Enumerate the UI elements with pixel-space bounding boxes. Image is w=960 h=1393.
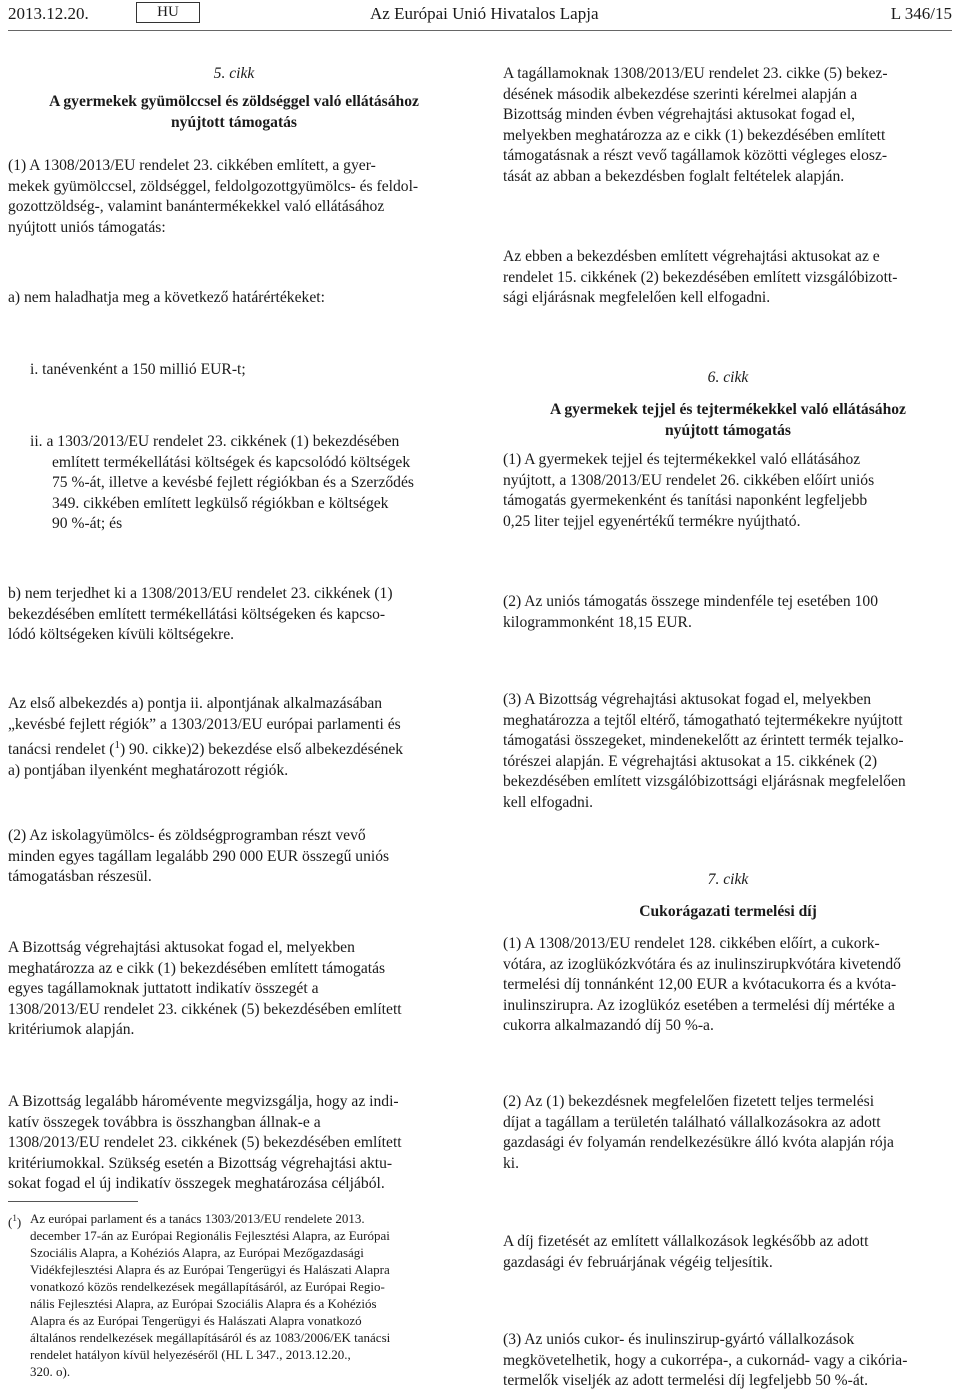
implementing-acts-paragraph: Az ebben a bekezdésben említett végrehajtási aktusokat az e rendelet 15. cikkének (2) bekezdésében említett vizsgálóbizott- sági eljárásnak megfelelően kell elfogadni. bbox=[503, 248, 898, 307]
regions-definition: Az első albekezdés a) pontja ii. alpontjának alkalmazásában „kevésbé fejlett régiók” a 1303/2013/EU európai parlamenti és tanácsi rendelet ($^1$) 90. cikke)2) bekezdése első albekezdésének a) pontjában ilyenként meghatározott régiók. bbox=[8, 695, 404, 779]
point-i: i. tanévenként a 150 millió EUR-t; bbox=[30, 361, 246, 378]
article-6-title: A gyermekek tejjel és tejtermékekkel való ellátásához nyújtott támogatás bbox=[550, 401, 906, 439]
point-ii: ii. a 1303/2013/EU rendelet 23. cikkének (1) bekezdésében említett termékellátási költségek és kapcsolódó költségek 75 %-át, illetve a kevésbé fejlett régiókban és a Szerződés 349. cikkében említett legkülső régiókban e költségek 90 %-át; és bbox=[30, 433, 414, 533]
paragraph-6-1: (1) A gyermekek tejjel és tejtermékekkel való ellátásához nyújtott, a 1308/2013/EU rendelet 26. cikkében előírt uniós támogatás gyermekenként és tanítási naponként legfeljebb 0,25 liter tejjel egyenértékű termékre nyújtható. bbox=[503, 451, 875, 530]
footnote-marker: ($^1$) bbox=[8, 1213, 22, 1230]
article-7-number: 7. cikk bbox=[707, 871, 749, 888]
footnote-rule bbox=[8, 1201, 138, 1202]
article-5-number: 5. cikk bbox=[213, 65, 255, 82]
footnote-text: Az európai parlament és a tanács 1303/2013/EU rendelete 2013. december 17-án az Európai Regionális Fejlesztési Alapra, az Európai Szociális Alapra, a Kohéziós Alapra, az Európai Mezőgazdasági Vidékfejlesztési Alapra és az Európai Tengerügyi és Halászati Alapra vonatkozó közös rendelkezések megállapításáról, az Európai Regio- nális Fejlesztési Alapra, az Európai Szociális Alapra és a Kohéziós Alapra és az Európai Tengerügyi és Halászati Alapra vonatkozó általános rendelkezések megállapításáról és az 1083/2006/EK tanácsi rendelet hatályon kívül helyezéséről (HL L 347., 2013.12.20., 320. o). bbox=[30, 1211, 391, 1379]
header-rule bbox=[8, 30, 952, 31]
footnote-reference[interactable]: 1 bbox=[114, 739, 120, 752]
payment-deadline-paragraph: A díj fizetését az említett vállalkozások legkésőbb az adott gazdasági év februárjának végéig teljesítik. bbox=[503, 1233, 869, 1271]
article-5-title: A gyermekek gyümölccsel és zöldséggel való ellátásához nyújtott támogatás bbox=[49, 93, 419, 131]
article-7-title: Cukorágazati termelési díj bbox=[639, 903, 817, 920]
page-reference: L 346/15 bbox=[890, 4, 952, 23]
language-badge: HU bbox=[136, 2, 200, 23]
paragraph-7-3: (3) Az uniós cukor- és inulinszirup-gyártó vállalkozások megkövetelhetik, hogy a cukorrépa-, a cukornád- vagy a cikória- termelők viseljék az adott termelési díj legfeljebb 50 %-át. bbox=[503, 1331, 908, 1390]
paragraph-7-2: (2) Az (1) bekezdésnek megfelelően fizetett teljes termelési díjat a tagállam a területén található vállalkozásokra az adott gazdasági év folyamán rendelkezésükre álló kvóta alapján rója ki. bbox=[503, 1093, 894, 1172]
paragraph-7-1: (1) A 1308/2013/EU rendelet 128. cikkében előírt, a cukork- vótára, az izoglükózkvótára és az inulinszirupkvótára kivetendő termelési díj tonnánként 12,00 EUR a kvótacukorra és a kvóta- inulinszirupra. Az izoglükóz esetében a termelési díj mértéke a cukorra alkalmazandó díj 50 %-a. bbox=[503, 935, 901, 1035]
article-6-number: 6. cikk bbox=[707, 369, 749, 386]
point-b: b) nem terjedhet ki a 1308/2013/EU rendelet 23. cikkének (1) bekezdésében említett termékellátási költségeken és kapcso- lódó költségeken kívüli költségekre. bbox=[8, 585, 393, 644]
page-date: 2013.12.20. bbox=[8, 4, 89, 23]
paragraph-5-2: (2) Az iskolagyümölcs- és zöldségprogramban részt vevő minden egyes tagállam legalább 290 000 EUR összegű uniós támogatásban részesül. bbox=[8, 827, 390, 886]
paragraph-5-1: (1) A 1308/2013/EU rendelet 23. cikkében említett, a gyer- mekek gyümölccsel, zöldséggel, feldolgozottgyümölcs- és feldol- gozottzöldség-, valamint banántermékekkel való ellátásához nyújtott uniós támogatás: bbox=[8, 157, 419, 236]
member-states-paragraph: A tagállamoknak 1308/2013/EU rendelet 23. cikke (5) bekez- désének második albekezdése szerinti kérelmei alapján a Bizottság minden évben végrehajtási aktusokat fogad el, melyekben meghatározza az e cikk (1) bekezdésében említett támogatásnak a részt vevő tagállamok közötti végleges elosz- tását az abban a bekezdésben foglalt feltételek alapján. bbox=[503, 65, 888, 185]
paragraph-6-3: (3) A Bizottság végrehajtási aktusokat fogad el, melyekben meghatározza a tejtől eltérő, támogatható tejtermékekre nyújtott támogatási összegeket, mindenekelőtt az érintett termék tejalko- tórészei alapján. E végrehajtási aktusokat a 15. cikkének (2) bekezdésében említett vizsgálóbizottsági eljárásnak megfelelően kell elfogadni. bbox=[503, 691, 906, 811]
paragraph-6-2: (2) Az uniós támogatás összege mindenféle tej esetében 100 kilogrammonként 18,15 EUR. bbox=[503, 593, 878, 631]
commission-acts-paragraph: A Bizottság végrehajtási aktusokat fogad el, melyekben meghatározza az e cikk (1) bekezdésében említett támogatás egyes tagállamoknak juttatott indikatív összegét a 1308/2013/EU rendelet 23. cikkének (5) bekezdésében említett kritériumok alapján. bbox=[8, 939, 402, 1039]
point-a: a) nem haladhatja meg a következő határértékeket: bbox=[8, 289, 325, 306]
commission-review-paragraph: A Bizottság legalább háromévente megvizsgálja, hogy az indi- katív összegek továbbra is összhangban állnak-e a 1308/2013/EU rendelet 23. cikkének (5) bekezdésében említett kritériumokkal. Szükség esetén a Bizottság végrehajtási aktu- sokat fogad el új indikatív összegek meghatározása céljából. bbox=[8, 1093, 402, 1193]
journal-title: Az Európai Unió Hivatalos Lapja bbox=[370, 4, 599, 23]
